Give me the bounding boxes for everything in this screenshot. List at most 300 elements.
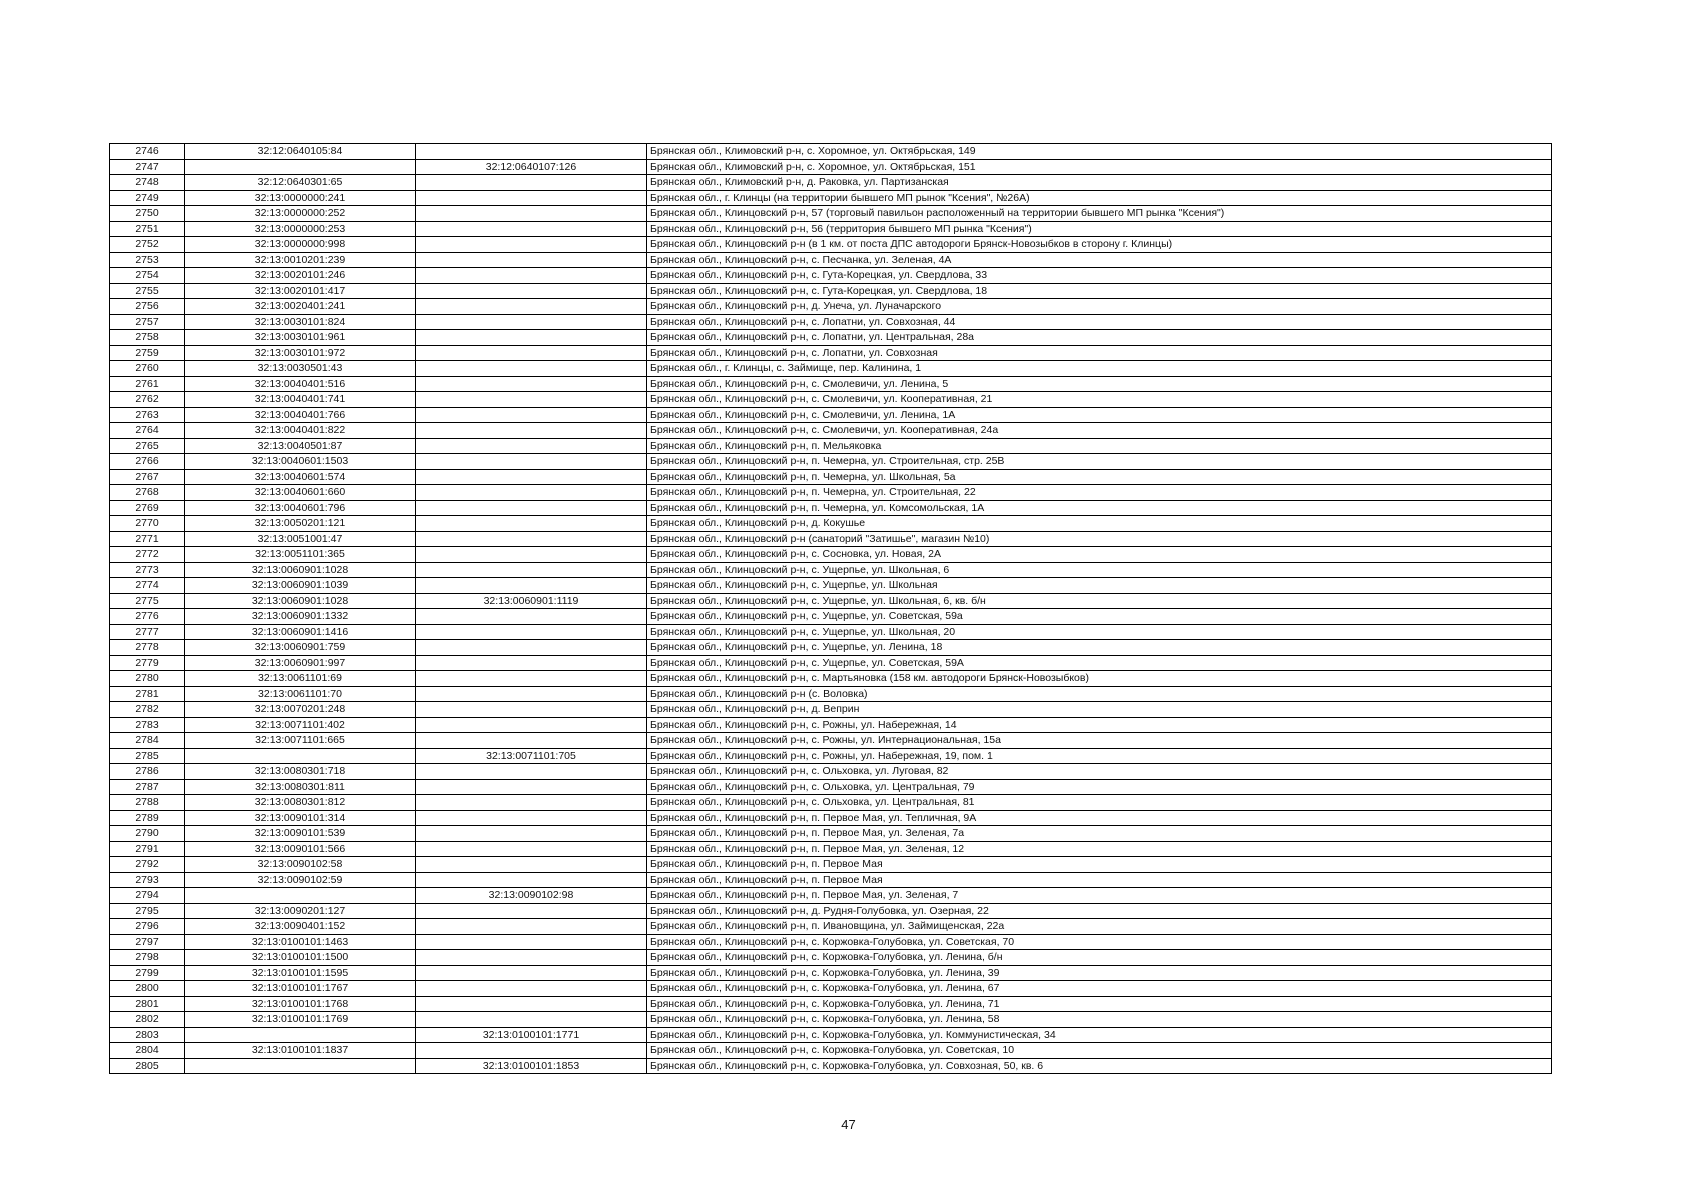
address-cell: Брянская обл., Клинцовский р-н (с. Воловка) — [647, 686, 1552, 702]
address-cell: Брянская обл., Клинцовский р-н (в 1 км. от поста ДПС автодороги Брянск-Новозыбков в сторону г. Клинцы) — [647, 237, 1552, 253]
cadastral-number-cell — [185, 888, 416, 904]
table-row — [110, 593, 1552, 609]
table-row — [110, 190, 1552, 206]
row-number-cell: 2787 — [110, 779, 185, 795]
address-cell: Брянская обл., Клинцовский р-н, с. Коржовка-Голубовка, ул. Советская, 10 — [647, 1043, 1552, 1059]
row-number-cell: 2778 — [110, 640, 185, 656]
row-number-cell: 2799 — [110, 965, 185, 981]
table-row — [110, 1058, 1552, 1074]
registry-table — [109, 143, 1552, 1074]
cadastral-number-cell: 32:13:0040401:766 — [185, 407, 416, 423]
premises-cadastral-number-cell — [416, 795, 647, 811]
table-row — [110, 733, 1552, 749]
row-number-cell: 2786 — [110, 764, 185, 780]
premises-cadastral-number-cell — [416, 144, 647, 160]
cadastral-number-cell: 32:13:0040601:796 — [185, 500, 416, 516]
row-number-cell: 2749 — [110, 190, 185, 206]
premises-cadastral-number-cell — [416, 950, 647, 966]
row-number-cell: 2780 — [110, 671, 185, 687]
row-number-cell: 2769 — [110, 500, 185, 516]
table-row — [110, 485, 1552, 501]
address-cell: Брянская обл., Клинцовский р-н, п. Мельяковка — [647, 438, 1552, 454]
premises-cadastral-number-cell — [416, 717, 647, 733]
address-cell: Брянская обл., Клинцовский р-н, с. Коржовка-Голубовка, ул. Совхозная, 50, кв. 6 — [647, 1058, 1552, 1074]
address-cell: Брянская обл., Климовский р-н, с. Хоромное, ул. Октябрьская, 149 — [647, 144, 1552, 160]
table-row — [110, 438, 1552, 454]
address-cell: Брянская обл., Клинцовский р-н, с. Рожны, ул. Интернациональная, 15а — [647, 733, 1552, 749]
address-cell: Брянская обл., Клинцовский р-н, с. Ущерпье, ул. Школьная, 20 — [647, 624, 1552, 640]
page-number: 47 — [841, 1117, 856, 1132]
address-cell: Брянская обл., Клинцовский р-н, п. Чемерна, ул. Школьная, 5а — [647, 469, 1552, 485]
row-number-cell: 2759 — [110, 345, 185, 361]
table-row — [110, 144, 1552, 160]
address-cell: Брянская обл., Клинцовский р-н, с. Ущерпье, ул. Школьная, 6 — [647, 562, 1552, 578]
cadastral-number-cell: 32:13:0070201:248 — [185, 702, 416, 718]
cadastral-number-cell: 32:13:0040601:660 — [185, 485, 416, 501]
premises-cadastral-number-cell — [416, 299, 647, 315]
address-cell: Брянская обл., Клинцовский р-н, с. Сосновка, ул. Новая, 2А — [647, 547, 1552, 563]
table-row — [110, 407, 1552, 423]
premises-cadastral-number-cell — [416, 221, 647, 237]
row-number-cell: 2770 — [110, 516, 185, 532]
table-row — [110, 500, 1552, 516]
premises-cadastral-number-cell — [416, 469, 647, 485]
row-number-cell: 2768 — [110, 485, 185, 501]
premises-cadastral-number-cell — [416, 640, 647, 656]
address-cell: Брянская обл., Клинцовский р-н, п. Чемерна, ул. Строительная, 22 — [647, 485, 1552, 501]
table-row — [110, 562, 1552, 578]
address-cell: Брянская обл., Клинцовский р-н, с. Лопатни, ул. Центральная, 28а — [647, 330, 1552, 346]
row-number-cell: 2802 — [110, 1012, 185, 1028]
row-number-cell: 2791 — [110, 841, 185, 857]
cadastral-number-cell: 32:13:0040401:822 — [185, 423, 416, 439]
cadastral-number-cell — [185, 1058, 416, 1074]
row-number-cell: 2747 — [110, 159, 185, 175]
address-cell: Брянская обл., Клинцовский р-н, с. Коржовка-Голубовка, ул. Коммунистическая, 34 — [647, 1027, 1552, 1043]
premises-cadastral-number-cell — [416, 345, 647, 361]
premises-cadastral-number-cell — [416, 903, 647, 919]
cadastral-number-cell: 32:13:0090101:314 — [185, 810, 416, 826]
table-row — [110, 857, 1552, 873]
row-number-cell: 2767 — [110, 469, 185, 485]
cadastral-number-cell: 32:13:0100101:1837 — [185, 1043, 416, 1059]
row-number-cell: 2805 — [110, 1058, 185, 1074]
premises-cadastral-number-cell: 32:13:0100101:1771 — [416, 1027, 647, 1043]
cadastral-number-cell: 32:13:0000000:241 — [185, 190, 416, 206]
premises-cadastral-number-cell — [416, 175, 647, 191]
table-row — [110, 376, 1552, 392]
premises-cadastral-number-cell — [416, 702, 647, 718]
table-row — [110, 888, 1552, 904]
cadastral-number-cell: 32:13:0080301:811 — [185, 779, 416, 795]
table-row — [110, 454, 1552, 470]
premises-cadastral-number-cell — [416, 237, 647, 253]
cadastral-number-cell: 32:13:0051001:47 — [185, 531, 416, 547]
cadastral-number-cell: 32:13:0030101:972 — [185, 345, 416, 361]
table-row — [110, 1027, 1552, 1043]
row-number-cell: 2804 — [110, 1043, 185, 1059]
premises-cadastral-number-cell — [416, 206, 647, 222]
address-cell: Брянская обл., Клинцовский р-н, п. Ивановщина, ул. Займищенская, 22а — [647, 919, 1552, 935]
address-cell: Брянская обл., Клинцовский р-н, 57 (торговый павильон расположенный на территории бывшего МП рынка "Ксения") — [647, 206, 1552, 222]
table-row — [110, 950, 1552, 966]
cadastral-number-cell: 32:13:0100101:1500 — [185, 950, 416, 966]
table-row — [110, 764, 1552, 780]
table-row — [110, 981, 1552, 997]
address-cell: Брянская обл., Клинцовский р-н, с. Гута-Корецкая, ул. Свердлова, 18 — [647, 283, 1552, 299]
table-row — [110, 268, 1552, 284]
table-row — [110, 237, 1552, 253]
row-number-cell: 2775 — [110, 593, 185, 609]
table-row — [110, 748, 1552, 764]
table-row — [110, 826, 1552, 842]
row-number-cell: 2772 — [110, 547, 185, 563]
cadastral-number-cell: 32:13:0030101:961 — [185, 330, 416, 346]
table-row — [110, 330, 1552, 346]
address-cell: Брянская обл., Клинцовский р-н, с. Лопатни, ул. Совхозная — [647, 345, 1552, 361]
address-cell: Брянская обл., Клинцовский р-н, с. Ольховка, ул. Центральная, 81 — [647, 795, 1552, 811]
row-number-cell: 2803 — [110, 1027, 185, 1043]
cadastral-number-cell: 32:13:0020101:417 — [185, 283, 416, 299]
row-number-cell: 2792 — [110, 857, 185, 873]
row-number-cell: 2755 — [110, 283, 185, 299]
address-cell: Брянская обл., Клинцовский р-н, с. Ольховка, ул. Центральная, 79 — [647, 779, 1552, 795]
table-row — [110, 283, 1552, 299]
premises-cadastral-number-cell — [416, 392, 647, 408]
row-number-cell: 2758 — [110, 330, 185, 346]
address-cell: Брянская обл., Клинцовский р-н, с. Ущерпье, ул. Советская, 59А — [647, 655, 1552, 671]
premises-cadastral-number-cell: 32:13:0100101:1853 — [416, 1058, 647, 1074]
row-number-cell: 2774 — [110, 578, 185, 594]
address-cell: Брянская обл., Клинцовский р-н, с. Смолевичи, ул. Ленина, 5 — [647, 376, 1552, 392]
premises-cadastral-number-cell — [416, 454, 647, 470]
row-number-cell: 2760 — [110, 361, 185, 377]
address-cell: Брянская обл., Клинцовский р-н, с. Коржовка-Голубовка, ул. Советская, 70 — [647, 934, 1552, 950]
row-number-cell: 2746 — [110, 144, 185, 160]
row-number-cell: 2771 — [110, 531, 185, 547]
row-number-cell: 2797 — [110, 934, 185, 950]
table-row — [110, 686, 1552, 702]
premises-cadastral-number-cell — [416, 376, 647, 392]
premises-cadastral-number-cell — [416, 361, 647, 377]
premises-cadastral-number-cell: 32:13:0060901:1119 — [416, 593, 647, 609]
cadastral-number-cell: 32:13:0090401:152 — [185, 919, 416, 935]
premises-cadastral-number-cell — [416, 934, 647, 950]
table-row — [110, 206, 1552, 222]
address-cell: Брянская обл., Клинцовский р-н, п. Первое Мая, ул. Зеленая, 7 — [647, 888, 1552, 904]
table-row — [110, 361, 1552, 377]
address-cell: Брянская обл., Клинцовский р-н, д. Кокушье — [647, 516, 1552, 532]
premises-cadastral-number-cell — [416, 624, 647, 640]
address-cell: Брянская обл., Клинцовский р-н, с. Ольховка, ул. Луговая, 82 — [647, 764, 1552, 780]
cadastral-number-cell: 32:13:0090101:539 — [185, 826, 416, 842]
cadastral-number-cell: 32:13:0010201:239 — [185, 252, 416, 268]
table-row — [110, 609, 1552, 625]
address-cell: Брянская обл., Клинцовский р-н, д. Рудня-Голубовка, ул. Озерная, 22 — [647, 903, 1552, 919]
table-row — [110, 314, 1552, 330]
registry-table-body — [110, 144, 1552, 1074]
row-number-cell: 2773 — [110, 562, 185, 578]
address-cell: Брянская обл., Клинцовский р-н, п. Чемерна, ул. Строительная, стр. 25В — [647, 454, 1552, 470]
cadastral-number-cell: 32:13:0060901:1039 — [185, 578, 416, 594]
premises-cadastral-number-cell — [416, 531, 647, 547]
cadastral-number-cell: 32:13:0040401:516 — [185, 376, 416, 392]
cadastral-number-cell: 32:13:0040601:574 — [185, 469, 416, 485]
row-number-cell: 2757 — [110, 314, 185, 330]
row-number-cell: 2794 — [110, 888, 185, 904]
address-cell: Брянская обл., Клинцовский р-н (санаторий "Затишье", магазин №10) — [647, 531, 1552, 547]
table-row — [110, 872, 1552, 888]
table-row — [110, 624, 1552, 640]
table-row — [110, 795, 1552, 811]
table-row — [110, 841, 1552, 857]
row-number-cell: 2762 — [110, 392, 185, 408]
premises-cadastral-number-cell — [416, 996, 647, 1012]
premises-cadastral-number-cell — [416, 1043, 647, 1059]
row-number-cell: 2753 — [110, 252, 185, 268]
address-cell: Брянская обл., Клинцовский р-н, с. Ущерпье, ул. Советская, 59а — [647, 609, 1552, 625]
row-number-cell: 2782 — [110, 702, 185, 718]
premises-cadastral-number-cell — [416, 810, 647, 826]
premises-cadastral-number-cell — [416, 872, 647, 888]
table-row — [110, 965, 1552, 981]
premises-cadastral-number-cell — [416, 562, 647, 578]
cadastral-number-cell: 32:13:0051101:365 — [185, 547, 416, 563]
address-cell: Брянская обл., Клинцовский р-н, д. Унеча, ул. Луначарского — [647, 299, 1552, 315]
premises-cadastral-number-cell — [416, 919, 647, 935]
address-cell: Брянская обл., Климовский р-н, с. Хоромное, ул. Октябрьская, 151 — [647, 159, 1552, 175]
row-number-cell: 2800 — [110, 981, 185, 997]
premises-cadastral-number-cell — [416, 330, 647, 346]
premises-cadastral-number-cell — [416, 779, 647, 795]
cadastral-number-cell: 32:13:0090201:127 — [185, 903, 416, 919]
premises-cadastral-number-cell — [416, 516, 647, 532]
address-cell: Брянская обл., Клинцовский р-н, д. Веприн — [647, 702, 1552, 718]
address-cell: Брянская обл., Клинцовский р-н, с. Коржовка-Голубовка, ул. Ленина, 71 — [647, 996, 1552, 1012]
cadastral-number-cell: 32:13:0071101:402 — [185, 717, 416, 733]
premises-cadastral-number-cell — [416, 252, 647, 268]
table-row — [110, 531, 1552, 547]
premises-cadastral-number-cell — [416, 857, 647, 873]
premises-cadastral-number-cell — [416, 314, 647, 330]
cadastral-number-cell: 32:13:0080301:812 — [185, 795, 416, 811]
row-number-cell: 2754 — [110, 268, 185, 284]
address-cell: Брянская обл., Клинцовский р-н, п. Чемерна, ул. Комсомольская, 1А — [647, 500, 1552, 516]
cadastral-number-cell — [185, 748, 416, 764]
address-cell: Брянская обл., Клинцовский р-н, п. Первое Мая, ул. Зеленая, 7а — [647, 826, 1552, 842]
table-row — [110, 252, 1552, 268]
row-number-cell: 2798 — [110, 950, 185, 966]
address-cell: Брянская обл., Клинцовский р-н, п. Первое Мая — [647, 872, 1552, 888]
row-number-cell: 2752 — [110, 237, 185, 253]
premises-cadastral-number-cell — [416, 965, 647, 981]
cadastral-number-cell: 32:13:0100101:1767 — [185, 981, 416, 997]
cadastral-number-cell: 32:13:0100101:1595 — [185, 965, 416, 981]
cadastral-number-cell: 32:13:0100101:1769 — [185, 1012, 416, 1028]
address-cell: Брянская обл., Клинцовский р-н, с. Рожны, ул. Набережная, 14 — [647, 717, 1552, 733]
cadastral-number-cell: 32:13:0060901:759 — [185, 640, 416, 656]
row-number-cell: 2801 — [110, 996, 185, 1012]
cadastral-number-cell: 32:13:0061101:69 — [185, 671, 416, 687]
premises-cadastral-number-cell — [416, 423, 647, 439]
address-cell: Брянская обл., Климовский р-н, д. Раковка, ул. Партизанская — [647, 175, 1552, 191]
cadastral-number-cell: 32:13:0090102:59 — [185, 872, 416, 888]
premises-cadastral-number-cell — [416, 407, 647, 423]
cadastral-number-cell: 32:13:0060901:1028 — [185, 593, 416, 609]
table-row — [110, 469, 1552, 485]
address-cell: Брянская обл., Клинцовский р-н, п. Первое Мая — [647, 857, 1552, 873]
address-cell: Брянская обл., Клинцовский р-н, с. Ущерпье, ул. Школьная, 6, кв. б/н — [647, 593, 1552, 609]
premises-cadastral-number-cell — [416, 283, 647, 299]
address-cell: Брянская обл., Клинцовский р-н, с. Коржовка-Голубовка, ул. Ленина, 58 — [647, 1012, 1552, 1028]
address-cell: Брянская обл., Клинцовский р-н, с. Мартьяновка (158 км. автодороги Брянск-Новозыбков) — [647, 671, 1552, 687]
row-number-cell: 2764 — [110, 423, 185, 439]
row-number-cell: 2750 — [110, 206, 185, 222]
premises-cadastral-number-cell — [416, 686, 647, 702]
table-row — [110, 655, 1552, 671]
address-cell: Брянская обл., Клинцовский р-н, с. Смолевичи, ул. Кооперативная, 21 — [647, 392, 1552, 408]
table-row — [110, 175, 1552, 191]
cadastral-number-cell — [185, 159, 416, 175]
table-row — [110, 423, 1552, 439]
row-number-cell: 2790 — [110, 826, 185, 842]
address-cell: Брянская обл., Клинцовский р-н, с. Смолевичи, ул. Ленина, 1А — [647, 407, 1552, 423]
table-row — [110, 996, 1552, 1012]
table-row — [110, 702, 1552, 718]
table-row — [110, 779, 1552, 795]
premises-cadastral-number-cell — [416, 547, 647, 563]
address-cell: Брянская обл., Клинцовский р-н, с. Гута-Корецкая, ул. Свердлова, 33 — [647, 268, 1552, 284]
address-cell: Брянская обл., Клинцовский р-н, с. Коржовка-Голубовка, ул. Ленина, 67 — [647, 981, 1552, 997]
premises-cadastral-number-cell — [416, 190, 647, 206]
cadastral-number-cell: 32:13:0060901:1416 — [185, 624, 416, 640]
row-number-cell: 2788 — [110, 795, 185, 811]
cadastral-number-cell: 32:13:0060901:1332 — [185, 609, 416, 625]
address-cell: Брянская обл., Клинцовский р-н, с. Коржовка-Голубовка, ул. Ленина, 39 — [647, 965, 1552, 981]
row-number-cell: 2789 — [110, 810, 185, 826]
premises-cadastral-number-cell — [416, 609, 647, 625]
row-number-cell: 2793 — [110, 872, 185, 888]
cadastral-number-cell: 32:13:0060901:997 — [185, 655, 416, 671]
premises-cadastral-number-cell — [416, 655, 647, 671]
table-row — [110, 717, 1552, 733]
cadastral-number-cell: 32:13:0060901:1028 — [185, 562, 416, 578]
cadastral-number-cell: 32:13:0071101:665 — [185, 733, 416, 749]
table-row — [110, 159, 1552, 175]
row-number-cell: 2776 — [110, 609, 185, 625]
premises-cadastral-number-cell — [416, 733, 647, 749]
table-row — [110, 221, 1552, 237]
table-row — [110, 299, 1552, 315]
cadastral-number-cell: 32:13:0080301:718 — [185, 764, 416, 780]
address-cell: Брянская обл., Клинцовский р-н, с. Смолевичи, ул. Кооперативная, 24а — [647, 423, 1552, 439]
cadastral-number-cell: 32:13:0050201:121 — [185, 516, 416, 532]
row-number-cell: 2756 — [110, 299, 185, 315]
row-number-cell: 2761 — [110, 376, 185, 392]
row-number-cell: 2748 — [110, 175, 185, 191]
address-cell: Брянская обл., Клинцовский р-н, с. Песчанка, ул. Зеленая, 4А — [647, 252, 1552, 268]
address-cell: Брянская обл., Клинцовский р-н, 56 (территория бывшего МП рынка "Ксения") — [647, 221, 1552, 237]
cadastral-number-cell — [185, 1027, 416, 1043]
cadastral-number-cell: 32:13:0030101:824 — [185, 314, 416, 330]
table-row — [110, 547, 1552, 563]
cadastral-number-cell: 32:13:0000000:252 — [185, 206, 416, 222]
table-row — [110, 392, 1552, 408]
table-row — [110, 1043, 1552, 1059]
address-cell: Брянская обл., Клинцовский р-н, п. Первое Мая, ул. Тепличная, 9А — [647, 810, 1552, 826]
premises-cadastral-number-cell — [416, 671, 647, 687]
table-row — [110, 934, 1552, 950]
address-cell: Брянская обл., Клинцовский р-н, с. Коржовка-Голубовка, ул. Ленина, б/н — [647, 950, 1552, 966]
row-number-cell: 2784 — [110, 733, 185, 749]
premises-cadastral-number-cell — [416, 826, 647, 842]
premises-cadastral-number-cell — [416, 485, 647, 501]
row-number-cell: 2781 — [110, 686, 185, 702]
address-cell: Брянская обл., Клинцовский р-н, с. Ущерпье, ул. Ленина, 18 — [647, 640, 1552, 656]
cadastral-number-cell: 32:13:0100101:1463 — [185, 934, 416, 950]
row-number-cell: 2751 — [110, 221, 185, 237]
premises-cadastral-number-cell: 32:13:0071101:705 — [416, 748, 647, 764]
table-row — [110, 345, 1552, 361]
premises-cadastral-number-cell — [416, 500, 647, 516]
address-cell: Брянская обл., Клинцовский р-н, с. Рожны, ул. Набережная, 19, пом. 1 — [647, 748, 1552, 764]
cadastral-number-cell: 32:13:0061101:70 — [185, 686, 416, 702]
row-number-cell: 2779 — [110, 655, 185, 671]
premises-cadastral-number-cell — [416, 841, 647, 857]
table-row — [110, 516, 1552, 532]
premises-cadastral-number-cell — [416, 1012, 647, 1028]
address-cell: Брянская обл., г. Клинцы (на территории бывшего МП рынок "Ксения", №26А) — [647, 190, 1552, 206]
row-number-cell: 2785 — [110, 748, 185, 764]
cadastral-number-cell: 32:12:0640301:65 — [185, 175, 416, 191]
cadastral-number-cell: 32:13:0020401:241 — [185, 299, 416, 315]
cadastral-number-cell: 32:13:0030501:43 — [185, 361, 416, 377]
row-number-cell: 2763 — [110, 407, 185, 423]
premises-cadastral-number-cell — [416, 981, 647, 997]
table-row — [110, 810, 1552, 826]
row-number-cell: 2795 — [110, 903, 185, 919]
cadastral-number-cell: 32:13:0040401:741 — [185, 392, 416, 408]
cadastral-number-cell: 32:13:0000000:998 — [185, 237, 416, 253]
cadastral-number-cell: 32:13:0040601:1503 — [185, 454, 416, 470]
address-cell: Брянская обл., Клинцовский р-н, с. Лопатни, ул. Совхозная, 44 — [647, 314, 1552, 330]
table-row — [110, 919, 1552, 935]
table-row — [110, 640, 1552, 656]
cadastral-number-cell: 32:13:0000000:253 — [185, 221, 416, 237]
cadastral-number-cell: 32:13:0100101:1768 — [185, 996, 416, 1012]
table-row — [110, 671, 1552, 687]
premises-cadastral-number-cell: 32:13:0090102:98 — [416, 888, 647, 904]
cadastral-number-cell: 32:12:0640105:84 — [185, 144, 416, 160]
table-row — [110, 903, 1552, 919]
row-number-cell: 2777 — [110, 624, 185, 640]
premises-cadastral-number-cell — [416, 268, 647, 284]
row-number-cell: 2765 — [110, 438, 185, 454]
cadastral-number-cell: 32:13:0040501:87 — [185, 438, 416, 454]
row-number-cell: 2796 — [110, 919, 185, 935]
premises-cadastral-number-cell — [416, 764, 647, 780]
premises-cadastral-number-cell — [416, 438, 647, 454]
address-cell: Брянская обл., г. Клинцы, с. Займище, пер. Калинина, 1 — [647, 361, 1552, 377]
table-row — [110, 578, 1552, 594]
address-cell: Брянская обл., Клинцовский р-н, с. Ущерпье, ул. Школьная — [647, 578, 1552, 594]
cadastral-number-cell: 32:13:0090101:566 — [185, 841, 416, 857]
premises-cadastral-number-cell: 32:12:0640107:126 — [416, 159, 647, 175]
address-cell: Брянская обл., Клинцовский р-н, п. Первое Мая, ул. Зеленая, 12 — [647, 841, 1552, 857]
cadastral-number-cell: 32:13:0020101:246 — [185, 268, 416, 284]
premises-cadastral-number-cell — [416, 578, 647, 594]
row-number-cell: 2783 — [110, 717, 185, 733]
